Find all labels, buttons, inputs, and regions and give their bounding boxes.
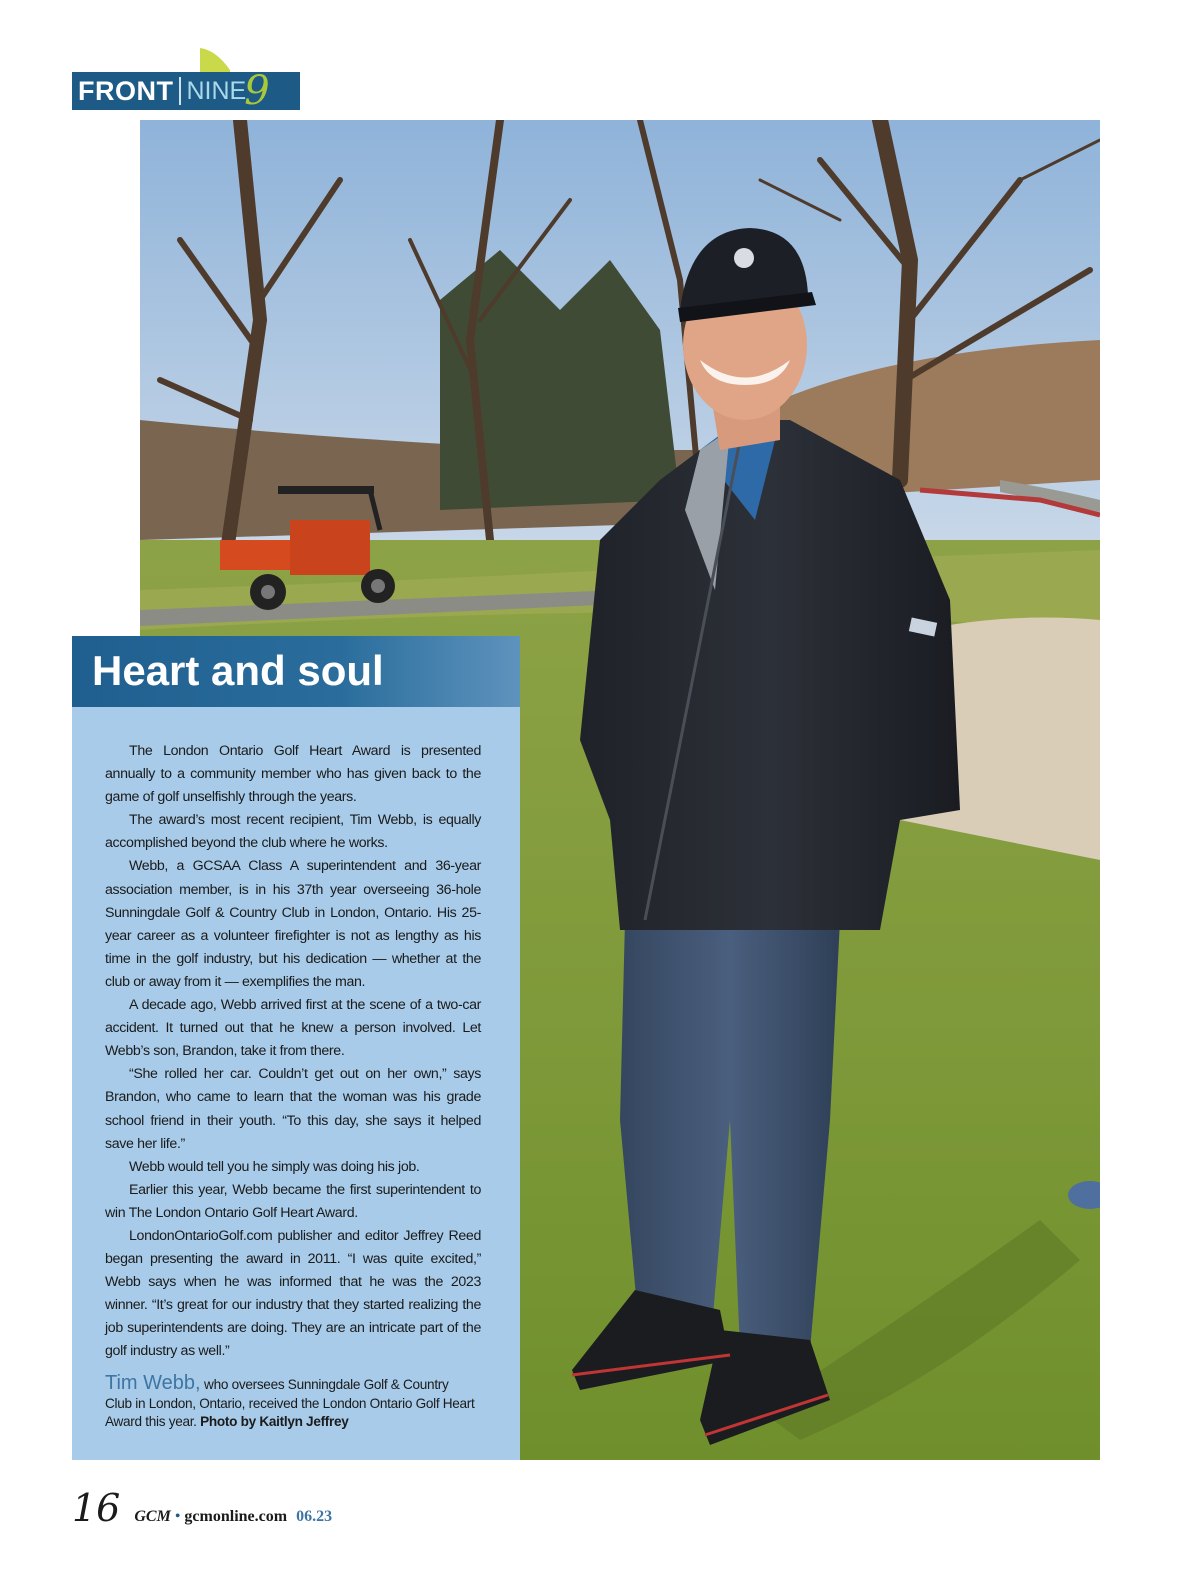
page-footer — [72, 1486, 332, 1530]
article-body — [105, 740, 481, 1364]
photo-caption — [105, 1374, 475, 1432]
caption-text: who oversees Sunningdale Golf & Country Club in London, Ontario, received the London Ontario Golf Heart Award this year. — [105, 1377, 475, 1429]
article-paragraph: Earlier this year, Webb became the first superintendent to win The London Ontario Golf Heart Award. — [105, 1181, 481, 1221]
section-logo-bar — [72, 68, 300, 114]
bullet-separator: • — [174, 1508, 181, 1525]
article-paragraph: LondonOntarioGolf.com publisher and editor Jeffrey Reed began presenting the award in 2011. “I was quite excited,” Webb says when he was informed that he was the 2023 winner. “It’s great for our industry that they started realizing the job superintendents are doing. They are an intricate part of the golf industry as well.” — [105, 1227, 481, 1360]
section-logo-divider — [179, 77, 181, 105]
section-logo-numeral: 9 — [244, 68, 270, 114]
headline-bar — [72, 636, 520, 707]
article-paragraph: A decade ago, Webb arrived first at the scene of a two-car accident. It turned out that he knew a person involved. Let Webb’s son, Brandon, take it from there. — [105, 997, 481, 1060]
section-logo — [72, 46, 302, 114]
website-link[interactable]: gcmonline.com — [184, 1508, 288, 1525]
article-paragraph: Webb, a GCSAA Class A superintendent and 36-year association member, is in his 37th year overseeing 36-hole Sunningdale Golf & Country Club in London, Ontario. His 25-year career as a volunteer firefighter is not as lengthy as his time in the golf industry, but his dedication — whether at the club or away from it — exemplifies the man. — [105, 858, 481, 990]
article-paragraph: The award’s most recent recipient, Tim Webb, is equally accomplished beyond the club where he works. — [105, 812, 481, 852]
article-paragraph: “She rolled her car. Couldn’t get out on her own,” says Brandon, who came to learn that the woman was his grade school friend in their youth. “To this day, she says it helped save her life.” — [105, 1066, 481, 1152]
flag-icon — [198, 46, 232, 72]
article-headline: Heart and soul — [92, 647, 384, 694]
magazine-name: GCM — [134, 1508, 171, 1525]
photo-credit: Photo by Kaitlyn Jeffrey — [200, 1414, 349, 1429]
page-number: 16 — [72, 1486, 121, 1530]
article-paragraph: The London Ontario Golf Heart Award is presented annually to a community member who has given back to the game of golf unselfishly through the years. — [105, 743, 481, 806]
issue-date: 06.23 — [296, 1508, 333, 1525]
section-logo-nine: NINE — [186, 76, 247, 105]
article-paragraph: Webb would tell you he simply was doing his job. — [129, 1158, 420, 1175]
section-logo-front: FRONT — [78, 75, 174, 106]
caption-name: Tim Webb, — [105, 1372, 201, 1394]
article-panel — [72, 636, 520, 1460]
